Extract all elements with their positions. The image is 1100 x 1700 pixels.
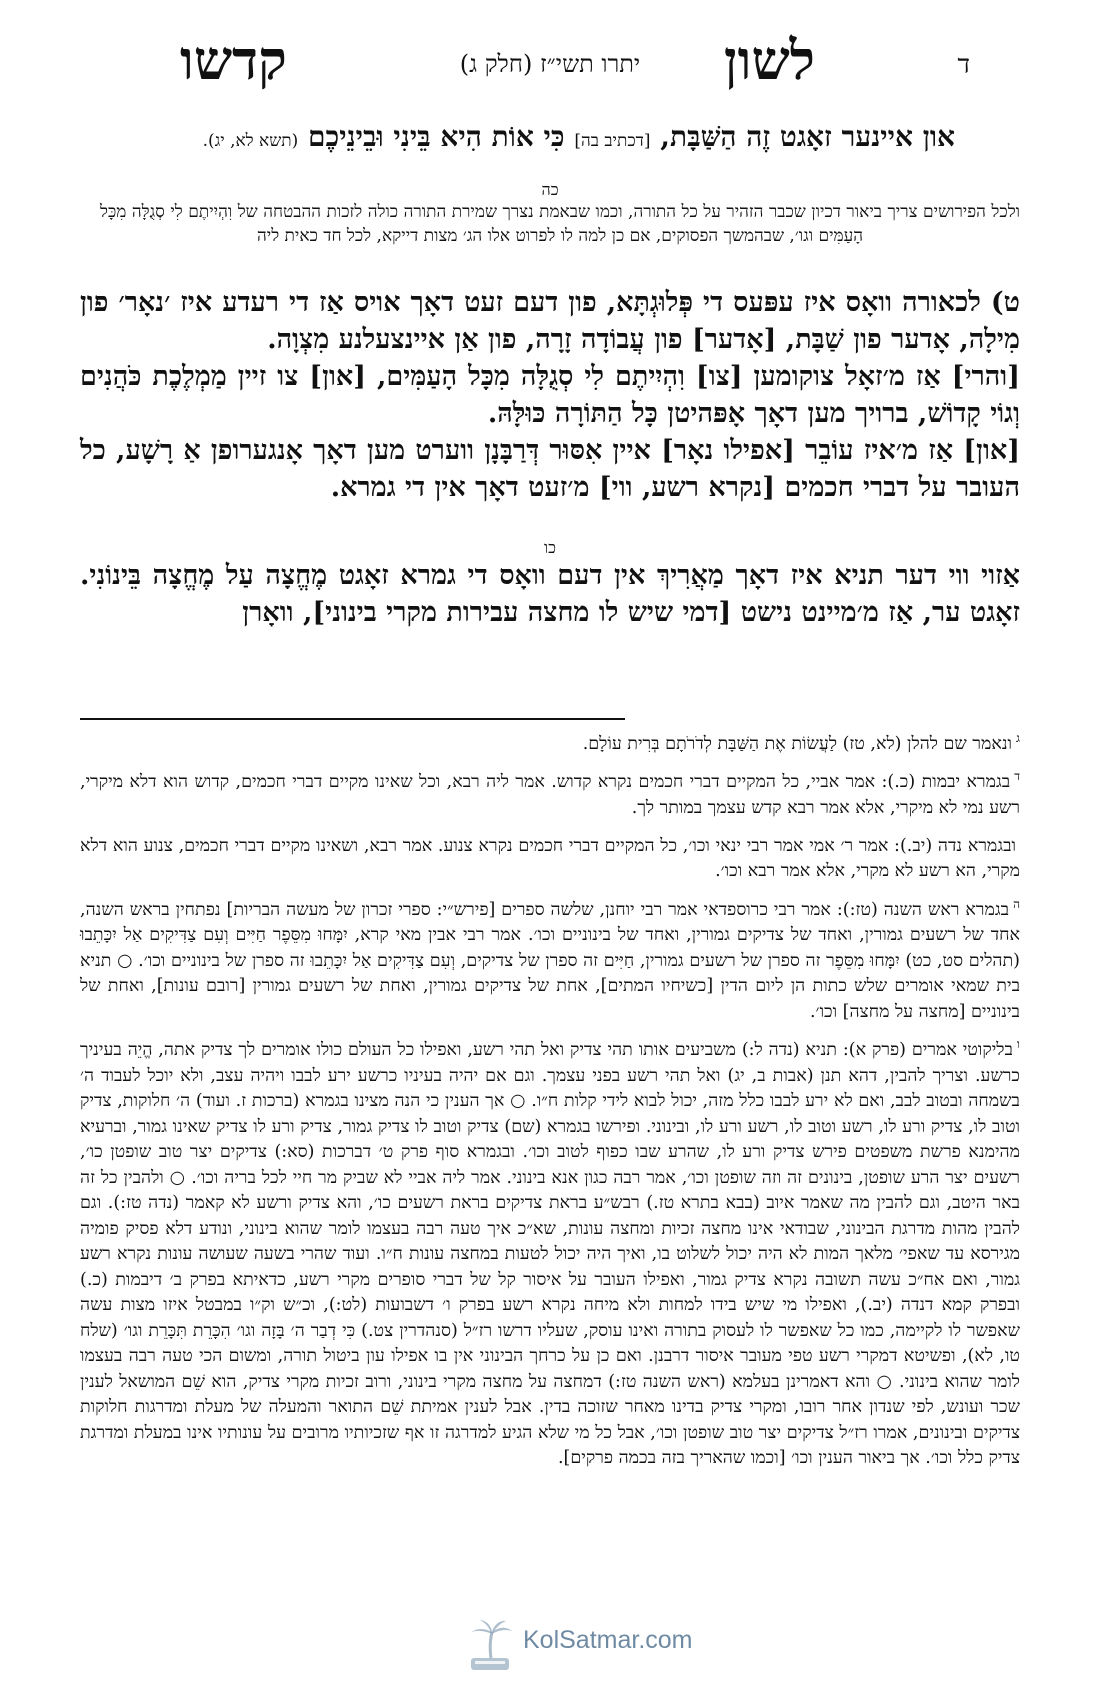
palm-tree-icon: [465, 1618, 515, 1674]
watermark-logo: [465, 1618, 693, 1674]
page-header: [0, 28, 1100, 98]
footnote: $^ד$בגמרא יבמות (כ.): אמר אביי, כל המקיים דברי חכמים נקרא קדוש. אמר ליה רבא, וכל שאינו מקיים דברי חכמים, קדוש הוא דלא מיקרי, רשע נמי לא מיקרי, אלא אמר רבא קדש עצמך במותר לך.: [80, 769, 1020, 818]
section-number-kaf-he: כה: [541, 180, 559, 199]
footnote: $^ה$בגמרא ראש השנה (טז:): אמר רבי כרוספדאי אמר רבי יוחנן, שלשה ספרים [פירש״י: ספרי זכרון של מעשה הבריות] נפתחין בראש השנה, אחד של רשעים גמורין, ואחד של צדיקים גמורין, ואחד של בינוניים וכו׳. אמר רבי אבין מאי קרא, יִמָּחוּ מִסֵּפֶר חַיִּים וְעִם צַדִּיקִים אַל יִכָּתֵבוּ (תהלים סט, כט) יִמָּחוּ מִסֵּפֶר זה ספרן של רשעים גמורין, חַיִּים זה ספרן של צדיקים, וְעִם צַדִּיקִים אַל יִכָּתֵבוּ זה ספרן של בינוניים וכו׳. ○ תניא בית שמאי אומרים שלש כתות הן ליום הדין [כשיחיו המתים], אחת של צדיקים גמורין, ואחת של רשעים גמורין [רובם עונות], ואחת של בינוניים [מחצה על מחצה] וכו׳.: [80, 896, 1020, 1022]
page-number: ד: [957, 50, 970, 80]
section-tes-paragraph-1: ט) לכאורה וואָס איז עפּעס די פְּלוּגְתָּא, פון דעם זעט דאָך אויס אַז די רעדע איז ׳נאָר׳ פון מִילָה, אָדער פון שַׁבָּת, [אָדער] פון עֲבוֹדָה זָרָה, פון אַן איינצעלנע מִצְוָה.: [80, 287, 1020, 355]
section-kaf-he-text: ולכל הפירושים צריך ביאור דכיון שכבר הזהיר על כל התורה, וכמו שבאמת נצרך שמירת התורה כולה לזכות ההבטחה של וִהְיִיתֶם לִי סְגֻלָּה מִכָּל הָעַמִּים וגו׳, שבהמשך הפסוקים, אם כן למה לו לפרוט אלו הג׳ מצות דייקא, לכל חד כאית ליה: [100, 202, 1020, 246]
footnote: $^ג$ונאמר שם להלן (לא, טז) לַעֲשׂוֹת אֶת הַשַּׁבָּת לְדֹרֹתָם בְּרִית עוֹלָם.: [582, 731, 1020, 754]
section-tes-paragraph-2: [והרי] אַז מ׳זאָל צוקומען [צו] וִהְיִיתֶם לִי סְגֻלָּה מִכָּל הָעַמִּים, [און] צו זיין מַמְלֶכֶת כֹּהֲנִים וְגוֹי קָדוֹשׁ, ברויך מען דאָך אָפּהיטן כָּל הַתּוֹרָה כּוּלָּהּ.: [80, 361, 1020, 429]
section-tes: [80, 284, 1020, 506]
watermark-text: KolSatmar.com: [523, 1626, 693, 1654]
footnote-divider: [80, 718, 625, 720]
footnote: ובגמרא נדה (יב.): אמר ר׳ אמי אמר רבי ינאי וכו׳, כל המקיים דברי חכמים נקרא צנוע. אמר רבא, ושאינו מקיים דברי חכמים, צנוע הוא דלא מקרי, הא רשע לא מקרי, אלא אמר רבא וכו׳.: [80, 835, 1020, 882]
parsha-label: יתרו תשי״ז (חלק ג): [459, 50, 641, 78]
intro-line: און איינער זאָגט זֶה הַשַּׁבָּת, [דכתיב בה] כִּי אוֹת הִיא בֵּינִי וּבֵינֵיכֶם (תשא לא, יג).: [202, 120, 955, 153]
running-title-right: לשון: [723, 28, 815, 92]
section-tes-paragraph-3: [און] אַז מ׳איז עוֹבֵר [אפילו נאָר] איין אִסּוּר דְּרַבָּנָן ווערט מען דאָך אָנגערופן אַ רָשָׁע, כל העובר על דברי חכמים [נקרא רשע, ווי] מ׳זעט דאָך אין די גמרא.: [80, 435, 1020, 503]
footnotes: [80, 726, 1020, 1479]
section-kaf-vav-text: אַזוי ווי דער תניא איז דאָך מַאֲרִיךְ אין דעם וואָס די גמרא זאָגט מֶחֱצָה עַל מֶחֱצָה בֵּינוֹנִי. זאָגט ער, אַז מ׳מיינט נישט [דמי שיש לו מחצה עבירות מקרי בינוני], וואָרן: [80, 560, 1020, 628]
footnote: $^ו$בליקוטי אמרים (פרק א): תניא (נדה ל:) משביעים אותו תהי צדיק ואל תהי רשע, ואפילו כל העולם כולו אומרים לך צדיק אתה, הֱיֵה בעיניך כרשע. וצריך להבין, דהא תנן (אבות ב, יג) ואל תהי רשע בפני עצמך. וגם אם יהיה בעיניו כרשע ירע לבבו ויהיה עצב, ולא יוכל לעבוד ה׳ בשמחה ובטוב לבב, ואם לא ירע לבבו כלל מזה, יכול לבוא לידי קלות ח״ו. ○ אך הענין כי הנה מצינו בגמרא (ברכות ז. ועוד) ה׳ חלוקות, צדיק וטוב לו, צדיק ורע לו, רשע וטוב לו, רשע ורע לו, ובינוני. ופירשו בגמרא (שם) צדיק וטוב לו צדיק גמור, צדיק ורע לו צדיק שאינו גמור, וברעיא מהימנא פרשת משפטים פירש צדיק ורע לו, שהרע שבו כפוף לטוב וכו׳. ובגמרא סוף פרק ט׳ דברכות (סא:) צדיקים יצר טוב שופטן כו׳, רשעים יצר הרע שופטן, בינונים זה וזה שופטן וכו׳, אמר רבה כגון אנא בינוני. אמר ליה אביי לא שביק מר חיי לכל בריה וכו׳. ○ ולהבין כל זה באר היטב, וגם להבין מה שאמר איוב (בבא בתרא טז.) רבש״ע בראת צדיקים בראת רשעים כו׳, והא צדיק ורשע לא קאמר (נדה טז:). וגם להבין מהות מדרגת הבינוני, שבודאי אינו מחצה זכיות ומחצה עונות, שא״כ איך טעה רבה בעצמו לומר שהוא בינוני, ונודע דלא פסיק פומיה מגירסא עד שאפי׳ מלאך המות לא היה יכול לשלוט בו, ואיך היה יכול לטעות במחצה עונות ח״ו. ועוד שהרי בשעה שעושה עונות נקרא רשע גמור, ואם אח״כ עשה תשובה נקרא צדיק גמור, ואפילו העובר על איסור קל של דברי סופרים מקרי רשע, כדאיתא בפרק ב׳ דיבמות (כ.) ובפרק קמא דנדה (יב.), ואפילו מי שיש בידו למחות ולא מיחה נקרא רשע בפרק ו׳ דשבועות (לט:), וכ״ש וק״ו במבטל איזו מצות עשה שאפשר לו לקיימה, כמו כל שאפשר לו לעסוק בתורה ואינו עוסק, שעליו דרשו רז״ל (סנהדרין צט.) כִּי דְבַר ה׳ בָּזָה וגו׳ הִכָּרֵת תִּכָּרֵת וגו׳ (שלח טו, לא), ופשיטא דמקרי רשע טפי מעובר איסור דרבנן. ואם כן על כרחך הבינוני אין בו אפילו עון ביטול תורה, ומשום הכי טעה רבה בעצמו לומר שהוא בינוני. ○ והא דאמרינן בעלמא (ראש השנה טז:) דמחצה על מחצה מקרי בינוני, ורוב זכיות מקרי צדיק, הוא שֵׁם המושאל לענין שכר ועונש, לפי שנדון אחר רובו, ומקרי צדיק בדינו מאחר שזוכה בדין. אבל לענין אמיתת שֵׁם התואר והמעלה של מעלת ומדרגות חלוקות צדיקים ובינונים, אמרו רז״ל צדיקים יצר טוב שופטן וכו׳, אבל כל מי שלא הגיע למדרגה זו אף שזכיותיו מרובים על עונותיו אינו במעלת ומדרגת צדיק כלל וכו׳. אך ביאור הענין וכו׳ [וכמו שהאריך בזה בכמה פרקים].: [80, 1037, 1020, 1469]
section-number-kaf-vav: כו: [544, 538, 556, 557]
running-title-left: קדשו: [180, 28, 287, 92]
